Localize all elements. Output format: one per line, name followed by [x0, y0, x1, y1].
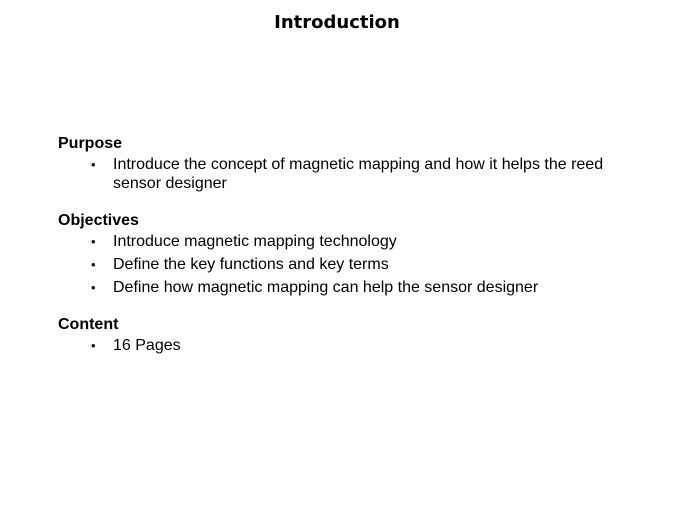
bullet-item	[58, 278, 648, 297]
bullet-icon: •	[91, 338, 96, 353]
bullet-list-objectives	[58, 232, 648, 297]
slide-title: Introduction	[274, 12, 400, 33]
bullet-list-content	[58, 336, 648, 355]
bullet-item	[58, 336, 648, 355]
section-heading-content: Content	[58, 316, 119, 333]
bullet-icon: •	[91, 157, 96, 172]
bullet-icon: •	[91, 280, 96, 295]
bullet-text: 16 Pages	[113, 337, 181, 354]
bullet-text: Introduce the concept of magnetic mapping and how it helps the reed sensor designer	[113, 156, 604, 192]
bullet-list-purpose	[58, 155, 648, 193]
bullet-text: Introduce magnetic mapping technology	[113, 233, 397, 250]
section-content	[58, 314, 648, 355]
bullet-item	[58, 232, 648, 251]
bullet-icon: •	[91, 234, 96, 249]
bullet-icon: •	[91, 257, 96, 272]
section-heading-objectives: Objectives	[58, 212, 139, 229]
section-objectives	[58, 210, 648, 297]
bullet-item	[58, 255, 648, 274]
section-heading-purpose: Purpose	[58, 135, 123, 152]
slide-content	[58, 133, 648, 372]
bullet-text: Define how magnetic mapping can help the sensor designer	[113, 279, 539, 296]
section-purpose	[58, 133, 648, 193]
bullet-text: Define the key functions and key terms	[113, 256, 389, 273]
bullet-item	[58, 155, 648, 193]
